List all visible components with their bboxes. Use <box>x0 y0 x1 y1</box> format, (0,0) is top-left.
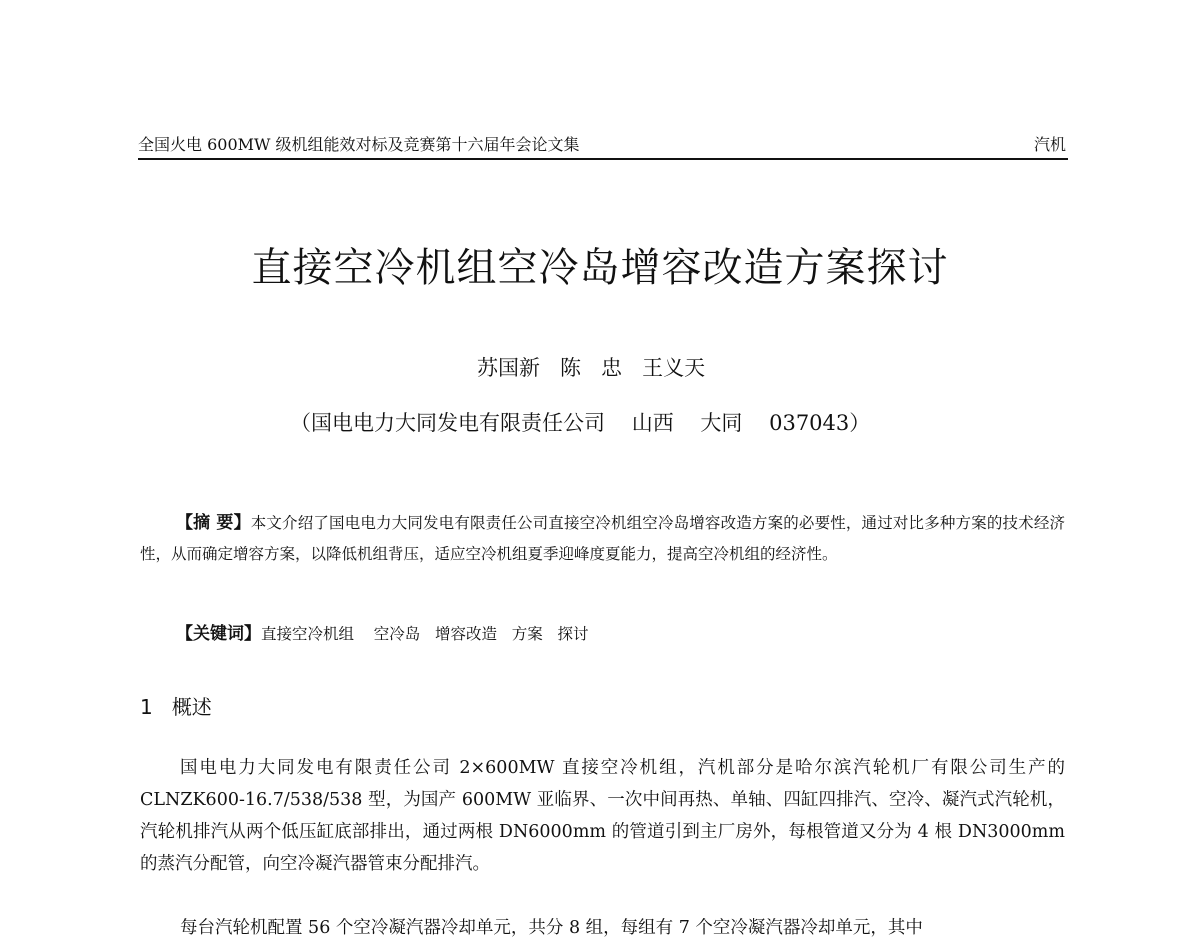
keywords-label: 【关键词】 <box>176 624 261 644</box>
body-paragraph: 每台汽轮机配置 56 个空冷凝汽器冷却单元，共分 8 组，每组有 7 个空冷凝汽器冷却单元，其中 <box>180 918 923 938</box>
abstract-label: 【摘 要】 <box>176 513 251 533</box>
author-list: 苏国新 陈 忠 王义天 <box>477 356 706 380</box>
section-heading <box>140 692 212 722</box>
keywords <box>176 619 1065 650</box>
abstract-text: 本文介绍了国电电力大同发电有限责任公司直接空冷机组空冷岛增容改造方案的必要性，通过对比多种方案的技术经济性，从而确定增容方案，以降低机组背压，适应空冷机组夏季迎峰度夏能力，提高空冷机组的经济性。 <box>140 514 1065 563</box>
section-number: 1 <box>140 695 153 719</box>
header-proceedings-title: 全国火电 600MW 级机组能效对标及竞赛第十六届年会论文集 <box>138 135 580 154</box>
abstract <box>140 508 1065 569</box>
keywords-text: 直接空冷机组 空冷岛 增容改造 方案 探讨 <box>261 625 589 643</box>
body-paragraph: 国电电力大同发电有限责任公司 2×600MW 直接空冷机组，汽机部分是哈尔滨汽轮机厂有限公司生产的 CLNZK600-16.7/538/538 型，为国产 600MW 亚临界、一次中间再热、单轴、四缸四排汽、空冷、凝汽式汽轮机，汽轮机排汽从两个低压缸底部排出，通过两根 DN6000mm 的管道引到主厂房外，每根管道又分为 4 根 DN3000mm 的蒸汽分配管，向空冷凝汽器管束分配排汽。 <box>140 758 1065 874</box>
running-header <box>138 132 1068 160</box>
author-affiliation: （国电电力大同发电有限责任公司 山西 大同 037043） <box>290 411 871 435</box>
paper-title: 直接空冷机组空冷岛增容改造方案探讨 <box>251 245 949 291</box>
header-category: 汽机 <box>1033 135 1066 154</box>
section-title: 概述 <box>171 695 212 719</box>
